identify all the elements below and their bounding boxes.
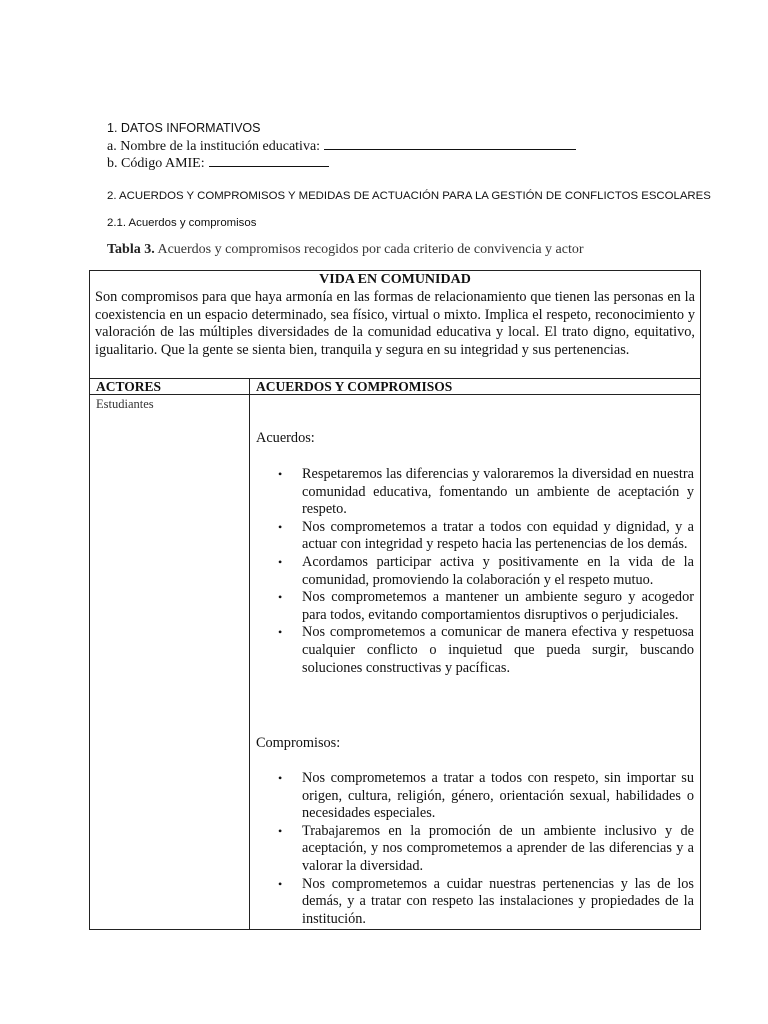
institution-name-label: a. Nombre de la institución educativa: xyxy=(107,139,321,154)
bullet-icon: • xyxy=(278,771,283,785)
acuerdos-item-text: Nos comprometemos a comunicar de manera efectiva y respetuosa cualquier conflicto o inquietud que pueda surgir, buscando soluciones constructivas y pacíficas. xyxy=(302,624,694,676)
acuerdos-item xyxy=(256,589,694,624)
acuerdos-list xyxy=(256,466,694,677)
acuerdos-label: Acuerdos: xyxy=(256,430,315,446)
compromisos-list xyxy=(256,770,694,928)
agreements-table xyxy=(89,270,701,930)
acuerdos-item-text: Nos comprometemos a mantener un ambiente seguro y acogedor para todos, evitando comportamientos disruptivos o perjudiciales. xyxy=(302,589,694,623)
amie-code-blank[interactable] xyxy=(209,155,329,167)
table-caption xyxy=(107,242,584,258)
actor-cell-students: Estudiantes xyxy=(96,397,154,411)
bullet-icon: • xyxy=(278,590,283,605)
acuerdos-item xyxy=(256,624,694,677)
bullet-icon: • xyxy=(278,823,283,838)
bullet-icon: • xyxy=(278,625,283,640)
bullet-icon: • xyxy=(278,554,283,569)
column-header-row xyxy=(90,379,700,395)
criterion-description: Son compromisos para que haya armonía en las formas de relacionamiento que tienen las personas en la coexistencia en un espacio determinado, sea físico, virtual o mixto. Implica el respeto, reconocimiento y valoración de las múltiples diversidades de la comunidad educativa y local. El trato digno, equitativo, igualitario. Que la gente se sienta bien, tranquila y segura en su integridad y sus pertenencias. xyxy=(95,289,695,358)
compromisos-item-text: Trabajaremos en la promoción de un ambiente inclusivo y de aceptación, y nos comprometemos a aprender de las diferencias y a valorar la diversidad. xyxy=(302,822,694,874)
section-2-1-title: 2.1. Acuerdos y compromisos xyxy=(107,217,257,229)
acuerdos-item-text: Acordamos participar activa y positivamente en la vida de la comunidad, promoviendo la colaboración y el respeto mutuo. xyxy=(302,553,694,588)
acuerdos-item xyxy=(256,466,694,519)
institution-name-blank[interactable] xyxy=(324,138,576,150)
acuerdos-item xyxy=(256,519,694,554)
section-1-title: 1. DATOS INFORMATIVOS xyxy=(107,121,261,135)
section-2-title: 2. ACUERDOS Y COMPROMISOS Y MEDIDAS DE ACTUACIÓN PARA LA GESTIÓN DE CONFLICTOS ESCOLARES xyxy=(107,190,711,202)
column-divider xyxy=(249,379,250,929)
column-header-actors: ACTORES xyxy=(96,379,162,394)
institution-name-field[interactable] xyxy=(107,138,576,155)
acuerdos-item-text: Respetaremos las diferencias y valoraremos la diversidad en nuestra comunidad educativa, fomentando un ambiente de aceptación y respeto. xyxy=(302,466,694,518)
amie-code-label: b. Código AMIE: xyxy=(107,156,205,171)
compromisos-item xyxy=(256,823,694,876)
bullet-icon: • xyxy=(278,876,283,891)
column-header-agreements: ACUERDOS Y COMPROMISOS xyxy=(256,379,453,394)
table-caption-label: Tabla 3. xyxy=(107,242,155,257)
agreements-cell xyxy=(256,395,694,929)
compromisos-item-text: Nos comprometemos a tratar a todos con respeto, sin importar su origen, cultura, religión, género, orientación sexual, habilidades o necesidades especiales. xyxy=(302,770,694,822)
criterion-title: VIDA EN COMUNIDAD xyxy=(319,272,471,287)
acuerdos-item xyxy=(256,554,694,589)
table-caption-text: Acuerdos y compromisos recogidos por cada criterio de convivencia y actor xyxy=(154,242,584,257)
bullet-icon: • xyxy=(278,519,283,534)
acuerdos-item-text: Nos comprometemos a tratar a todos con equidad y dignidad, y a actuar con integridad y respeto hacia las pertenencias de los demás. xyxy=(302,518,694,553)
compromisos-item xyxy=(256,770,694,823)
compromisos-item-text: Nos comprometemos a cuidar nuestras pertenencias y las de los demás, y a tratar con respeto las instalaciones y propiedades de la institución. xyxy=(302,875,694,927)
compromisos-label: Compromisos: xyxy=(256,735,341,751)
bullet-icon: • xyxy=(278,467,283,481)
criterion-header-cell xyxy=(90,271,700,379)
amie-code-field[interactable] xyxy=(107,155,329,172)
compromisos-item xyxy=(256,876,694,929)
